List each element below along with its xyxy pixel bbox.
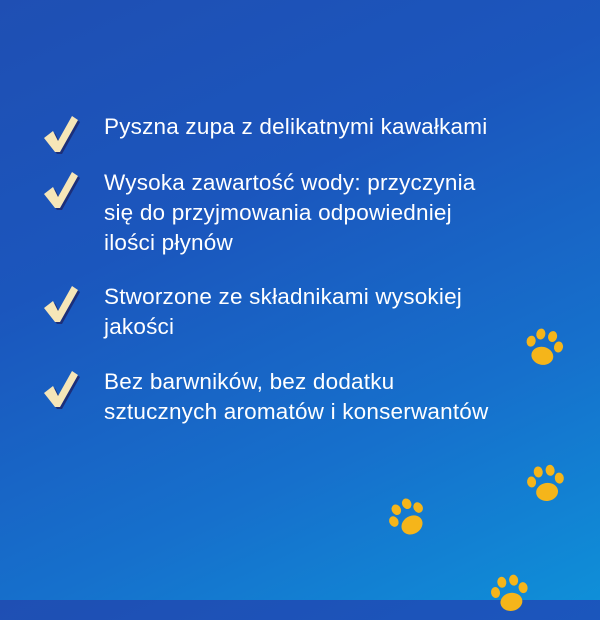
benefit-text: Wysoka zawartość wody: przyczynia się do przyjmowania odpowiedniej ilości płynów bbox=[104, 170, 476, 255]
paw-print-icon bbox=[518, 322, 570, 374]
paw-print-icon bbox=[485, 569, 536, 620]
checkmark-icon bbox=[40, 168, 80, 212]
benefit-item bbox=[40, 282, 584, 342]
checkmark-icon bbox=[40, 112, 80, 156]
benefit-text: Bez barwników, bez dodatku sztucznych aromatów i konserwantów bbox=[104, 369, 489, 424]
paw-print-icon bbox=[521, 459, 571, 509]
benefit-text: Pyszna zupa z delikatnymi kawałkami bbox=[104, 114, 488, 139]
benefit-item bbox=[40, 168, 584, 258]
benefit-item bbox=[40, 367, 584, 427]
benefit-item bbox=[40, 112, 584, 156]
checkmark-icon bbox=[40, 367, 80, 411]
benefit-text: Stworzone ze składnikami wysokiej jakości bbox=[104, 284, 462, 339]
checkmark-icon bbox=[40, 282, 80, 326]
